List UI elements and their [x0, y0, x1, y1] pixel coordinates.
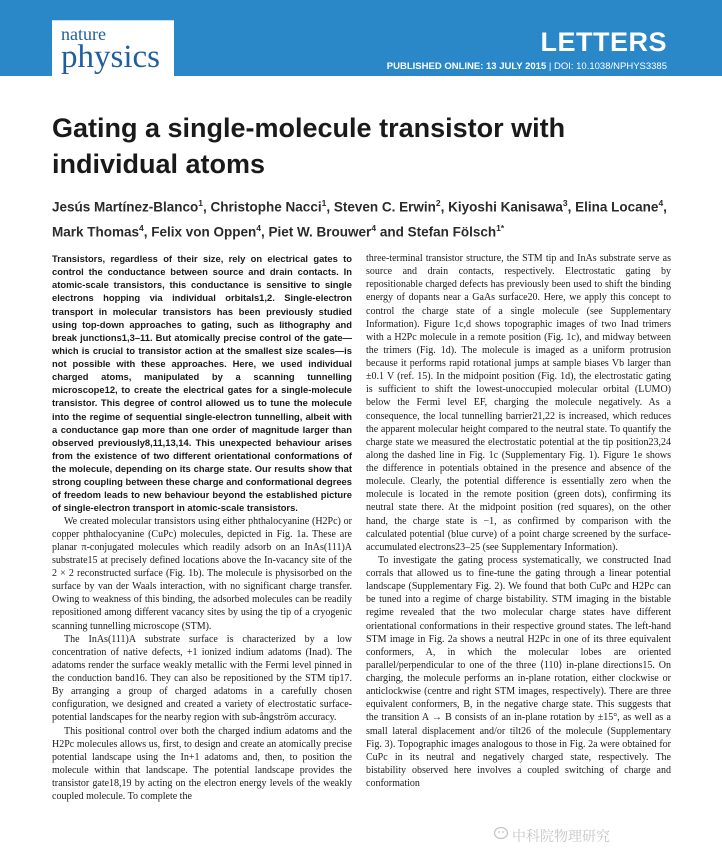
watermark-text: 中科院物理研究 [512, 829, 610, 845]
author-affiliation: 1* [496, 222, 505, 233]
pubinfo-separator: | [546, 61, 554, 72]
logo-nature-text: nature [61, 24, 106, 44]
body-paragraph: The InAs(111)A substrate surface is characterized by a low concentration of native defects, +1 ionized indium adatoms (Inad). The adatoms render the surface weakly metallic with the Fermi level pinned in the conduction band16. They can also be repositioned by the STM tip17. By arranging a group of charged adatoms in a carefully chosen configuration, we designed and created a variety of electrostatic surface-potential landscapes for the nearby region with sub-ångström accuracy. [52, 633, 352, 724]
author-affiliation: 3 [562, 198, 568, 208]
author-affiliation: 4 [371, 222, 377, 233]
logo-physics-text: physics [61, 39, 160, 75]
doi-link[interactable]: DOI: 10.1038/NPHYS3385 [553, 61, 667, 72]
publication-info [387, 61, 667, 72]
wechat-logo-icon [494, 826, 512, 842]
author-name[interactable]: Elina Locane [575, 199, 659, 215]
author-affiliation: 1 [198, 198, 204, 208]
author-name[interactable]: Christophe Nacci [210, 199, 322, 215]
author-name[interactable]: Jesús Martínez-Blanco [52, 199, 199, 215]
author-affiliation: 4 [139, 222, 144, 233]
abstract-paragraph: Transistors, regardless of their size, rely on electrical gates to control the conductance between source and drain contacts. In atomic-scale transistors, this conductance is sensitive to single electrons hopping via individual orbitals1,2. Single-electron transport in molecular transistors has been previously studied using top-down approaches to gating, such as lithography and break junctions1,3–11. But atomically precise control of the gate—which is crucial to transistor action at the smallest size scales—is not possible with these approaches. Here, we used individual charged atoms, manipulated by a scanning tunnelling microscope12, to create the electrical gates for a single-molecule transistor. This degree of control allowed us to tune the molecule into the regime of sequential single-electron tunnelling, albeit with a conductance gap more than one order of magnitude larger than observed previously8,11,13,14. This unexpected behaviour arises from the existence of two different orientational conformations of the molecule, depending on its charge state. Our results show that strong coupling between these charge and conformational degrees of freedom leads to new behaviour beyond the established picture of single-electron transport in atomic-scale transistors. [52, 253, 352, 514]
author-name[interactable]: Mark Thomas [52, 224, 140, 239]
body-paragraph: We created molecular transistors using either phthalocyanine (H2Pc) or copper phthalocyanine (CuPc) molecules, depicted in Fig. 1a. These are planar π-conjugated molecules which readily adsorb on an InAs(111)A substrate15 at precisely defined locations above the In-vacancy site of the 2 × 2 reconstructed surface (Fig. 1b). The molecule is physisorbed on the surface by van der Waals interaction, with no significant charge transfer. Owing to weakness of this binding, the adsorbed molecules can be readily repositioned among different vacancy sites by using the tip of a cryogenic scanning tunnelling microscope (STM). [52, 515, 352, 632]
author-name[interactable]: Steven C. Erwin [333, 199, 436, 215]
author-list: Jesús Martínez-Blanco$^1$, Christophe Nacci$^1$, Steven C. Erwin$^2$, Kiyoshi Kanisawa$^3$, Elina Locane$^4$, Mark Thomas$^4$, Felix von Oppen$^4$, Piet W. Brouwer$^4$ and Stefan Fölsch$^{1*}$ [52, 198, 667, 239]
journal-header-bar [0, 0, 722, 76]
author-affiliation: 4 [658, 198, 664, 208]
journal-logo[interactable] [52, 20, 174, 77]
author-affiliation: 1 [321, 198, 327, 208]
author-name[interactable]: Felix von Oppen [151, 224, 257, 239]
author-affiliation: 4 [256, 222, 262, 233]
author-name[interactable]: Stefan Fölsch [407, 224, 497, 239]
body-paragraph: This positional control over both the charged indium adatoms and the H2Pc molecules allows us, first, to design and create an atomically precise potential landscape using the In+1 adatoms and, then, to position the molecule within that landscape. The potential landscape provides the transistor gate18,19 by acting on the electron energy levels of the weakly coupled molecule. To complete the [52, 725, 352, 803]
author-name[interactable]: Kiyoshi Kanisawa [448, 199, 563, 215]
author-name[interactable]: Piet W. Brouwer [268, 224, 372, 239]
body-paragraph: three-terminal transistor structure, the STM tip and InAs substrate serve as source and drain contacts, respectively. Electrostatic gating by repositionable charged defects has previously been used to shift the binding energy of dopants near a GaAs surface20. Here, we apply this concept to control the charge state of a single molecule (see Supplementary Information). Figure 1c,d shows topographic images of two Inad trimers with a H2Pc molecule in a remote position (Fig. 1c), and midway between the trimers (Fig. 1d). The molecule is imaged as a uniform protrusion because it performs rapid rotational jumps at sample biases Vb larger than ±0.1 V (ref. 15). In the midpoint position (Fig. 1d), the electrostatic gating is sufficient to shift the lowest-unoccupied molecular orbital (LUMO) below the Fermi level EF, charging the molecule negatively. As a consequence, the local tunnelling barrier21,22 is increased, which reduces the apparent molecular height compared to the neutral state. To quantify the charge state we measured the electrostatic potential at the tip position23,24 along the dashed line in Fig. 1c (Supplementary Fig. 1). Figure 1e shows the difference in potentials obtained in the presence and absence of the molecule. Clearly, the potential difference is essentially zero when the molecule is located in the remote position (green dots), confirming its neutral state there. At the midpoint position (red squares), on the other hand, the charge state is −1, as confirmed by comparison with the calculated potential (blue curve) of a point charge screened by the surface-accumulated electrons23–25 (see Supplementary Information). [366, 253, 671, 553]
left-column [52, 252, 352, 803]
author-affiliation: 2 [435, 198, 441, 208]
right-column [366, 252, 671, 790]
body-paragraph: To investigate the gating process systematically, we constructed Inad corrals that allowed us to fine-tune the gating through a linear potential landscape (Supplementary Fig. 2). We found that both CuPc and H2Pc can be tuned into a regime of charge bistability. STM imaging in the bistable regime revealed that the two molecular charge states have different orientational conformations in their respective ground states. The left-hand STM image in Fig. 2a shows a neutral H2Pc in one of its three equivalent conformers, A, in which the molecular lobes are oriented parallel/perpendicular to one of the three ⟨110⟩ in-plane directions15. On charging, the molecule performs an in-plane rotation, either clockwise or anticlockwise (centre and right STM images, respectively). There are three equivalent conformers, B, in the negative charge state. This suggests that the transition A → B consists of an in-plane rotation by ±15°, as well as a small lateral displacement and/or tilt26 of the molecule (Supplementary Fig. 3). Topographic images analogous to those in Fig. 2a were obtained for CuPc in its neutral and negatively charged state, respectively. The bistability observed here involves a coupled switching of charge and conformation [366, 554, 671, 789]
section-label: LETTERS [540, 27, 667, 57]
published-date: PUBLISHED ONLINE: 13 JULY 2015 [386, 61, 547, 72]
article-title: Gating a single-molecule transistor with individual atoms [52, 113, 566, 179]
